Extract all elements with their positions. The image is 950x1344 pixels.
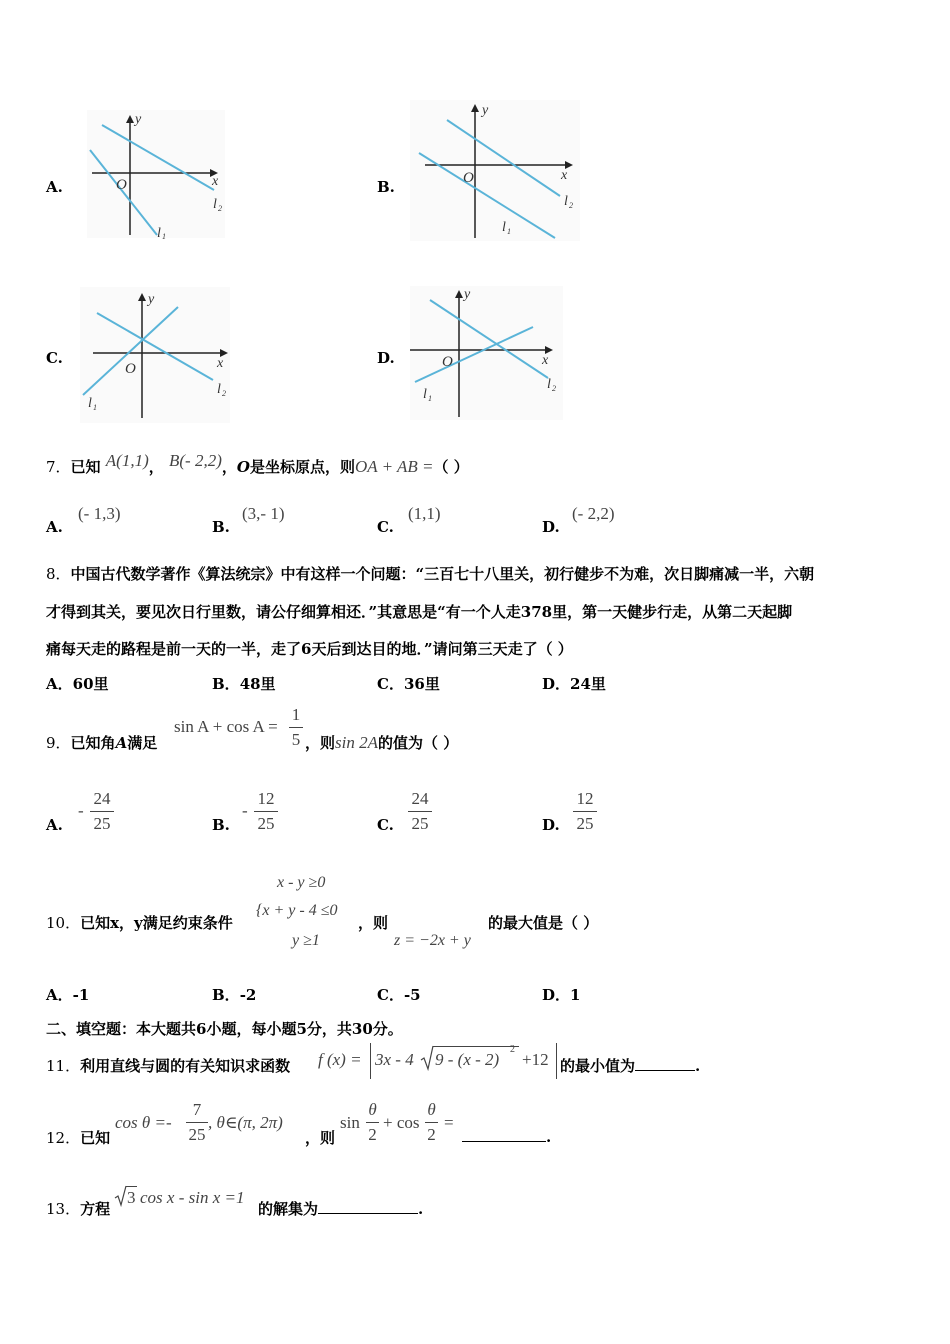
q10-then: ，则	[358, 914, 389, 932]
label-l1: l	[423, 387, 427, 402]
q11-sqrt-vinculum	[433, 1046, 519, 1047]
label-l2: l	[547, 377, 551, 392]
q7-expr: OA + AB =	[355, 457, 434, 476]
q9-option-b-frac	[254, 789, 278, 834]
q12-number: 12．	[46, 1129, 81, 1147]
q11-stem-left	[46, 1055, 290, 1076]
q9-option-a-sign: -	[78, 801, 84, 820]
q9-fraction	[289, 705, 303, 750]
q7-o: O	[236, 458, 250, 476]
q11-abs-inner1: 3x - 4	[375, 1050, 414, 1069]
q10-constraint-1: x - y ≥0	[277, 874, 326, 891]
q9-frac-num: 1	[291, 705, 301, 724]
q13-end: .	[418, 1200, 424, 1218]
q13-suffix: 的解集为	[258, 1200, 319, 1218]
q9-option-a-label: A.	[46, 816, 63, 834]
q8-line1	[46, 563, 814, 584]
q9-option-d-label: D.	[542, 816, 560, 834]
q10-option-a-value: -1	[72, 986, 90, 1004]
q9-option-b-num: 12	[257, 789, 275, 808]
q8-option-c-value: 36里	[403, 675, 440, 693]
q9-target: sin 2A	[335, 733, 378, 752]
q11-abs-left-bar	[370, 1043, 371, 1079]
q10-constraint-2: {x + y - 4 ≤0	[256, 902, 338, 919]
q7-point-a: A(1,1)	[105, 451, 149, 470]
q7-option-a-label: A.	[46, 518, 63, 536]
q9-number: 9．	[46, 734, 71, 752]
q8-option-a	[46, 673, 109, 694]
q6-graph-a	[82, 105, 227, 240]
q12-stem-left	[46, 1127, 110, 1148]
q6-graph-c	[75, 285, 235, 425]
q9-then: ，则	[305, 734, 336, 752]
q10-option-d-value: 1	[570, 986, 581, 1004]
axis-x-label: x	[212, 174, 219, 189]
q12-fraction	[186, 1100, 208, 1145]
q8-option-d-value: 24里	[570, 675, 606, 693]
q10-option-c	[377, 984, 421, 1005]
q12-range: , θ∈(π, 2π)	[208, 1113, 283, 1132]
axis-x-label: x	[217, 356, 224, 371]
q12-half-frac-2	[425, 1100, 438, 1145]
q7-number: 7．	[46, 458, 71, 476]
q8-line2: 才得到其关，要见次日行里数，请公仔细算相还．”其意思是“有一个人走378里，第一天健步行走，从第二天起脚	[46, 603, 793, 621]
q8-option-a-label: A．	[46, 675, 73, 693]
q10-option-d	[542, 984, 580, 1005]
q7-option-b-value: (3,- 1)	[242, 504, 285, 523]
q9-frac-den: 5	[291, 730, 301, 749]
axis-y-label: y	[482, 103, 489, 118]
q8-option-b	[212, 673, 276, 694]
q10-option-a	[46, 984, 89, 1005]
q7-stem	[46, 451, 469, 477]
q8-option-c-label: C．	[377, 675, 404, 693]
q7-option-a-value: (- 1,3)	[78, 504, 121, 523]
q6-graph-b	[405, 98, 580, 243]
q10-option-c-value: -5	[403, 986, 421, 1004]
q12-half-num-2: θ	[427, 1100, 436, 1119]
q9-stem-right	[305, 732, 458, 753]
q12-half-den-1: 2	[368, 1125, 377, 1144]
q8-option-d	[542, 673, 606, 694]
q8-line1-text: 中国古代数学著作《算法统宗》中有这样一个问题：“三百七十八里关，初行健步不为难，次日脚痛减一半，六朝	[70, 565, 815, 583]
label-l2-sub: 2	[218, 204, 222, 213]
q12-then: ，则	[305, 1129, 336, 1147]
q8-number: 8．	[46, 565, 71, 583]
q8-line3: 痛每天走的路程是前一天的一半，走了6天后到达目的地．”请问第三天走了（ ）	[46, 640, 573, 658]
origin-label: O	[463, 170, 474, 186]
q10-number: 10．	[46, 914, 81, 932]
q10-suffix: 的最大值是（ ）	[488, 914, 599, 932]
q7-option-d-value: (- 2,2)	[572, 504, 615, 523]
q13-equation: cos x - sin x =1	[140, 1188, 245, 1207]
q13-stem-left	[46, 1198, 110, 1219]
label-l2: l	[217, 382, 221, 397]
q12-frac-den: 25	[188, 1125, 206, 1144]
axis-x-label: x	[542, 353, 549, 368]
q10-option-b-value: -2	[239, 986, 257, 1004]
q7-option-c-value: (1,1)	[408, 504, 441, 523]
q9-stem-left	[46, 732, 157, 753]
q9-condition: sin A + cos A =	[174, 717, 278, 736]
label-l2: l	[564, 194, 568, 209]
q7-point-b: B(- 2,2)	[169, 451, 222, 470]
q10-option-b	[212, 984, 256, 1005]
q9-suffix: 的值为（ ）	[378, 734, 459, 752]
q12-answer	[462, 1127, 551, 1146]
axis-y-label: y	[135, 112, 142, 127]
q11-radicand: 9 - (x - 2)	[435, 1050, 500, 1069]
q12-prefix: 已知	[80, 1129, 111, 1147]
sqrt-icon	[114, 1184, 127, 1208]
label-l1: l	[502, 220, 506, 235]
q9-option-a-frac	[90, 789, 114, 834]
q11-abs-right-bar	[556, 1043, 557, 1079]
q13-answer-blank[interactable]	[318, 1199, 418, 1214]
q11-number: 11．	[46, 1057, 81, 1075]
q8-option-a-value: 60里	[72, 675, 109, 693]
origin-label: O	[116, 177, 127, 193]
q12-answer-blank[interactable]	[462, 1127, 546, 1142]
q9-option-b-label: B.	[212, 816, 230, 834]
q7-sep1: ，	[148, 458, 164, 476]
q9-option-d-den: 25	[576, 814, 594, 833]
q9-option-a-num: 24	[93, 789, 111, 808]
label-l1-sub: 1	[93, 403, 97, 412]
q8-option-b-value: 48里	[239, 675, 276, 693]
q6-option-a-label: A.	[46, 178, 63, 196]
q11-answer-blank[interactable]	[635, 1056, 695, 1071]
q11-suffix: 的最小值为	[560, 1057, 636, 1075]
q9-option-c-num: 24	[411, 789, 429, 808]
label-l1: l	[88, 396, 92, 411]
axis-y-label: y	[464, 287, 471, 302]
q7-sep2: ，	[221, 458, 237, 476]
q9-option-d-num: 12	[576, 789, 594, 808]
label-l1-sub: 1	[162, 232, 166, 240]
q9-option-b-den: 25	[257, 814, 275, 833]
q11-abs-inner2: +12	[522, 1050, 549, 1069]
q9-option-c-frac	[408, 789, 432, 834]
q11-prefix: 利用直线与圆的有关知识求函数	[80, 1057, 291, 1075]
q10-option-a-label: A．	[46, 986, 73, 1004]
q12-frac-num: 7	[192, 1100, 202, 1119]
axis-y-label: y	[148, 292, 155, 307]
q12-half-frac-1	[366, 1100, 379, 1145]
q11-end: .	[695, 1057, 701, 1075]
q10-stem-left	[46, 912, 233, 933]
q9-option-c-label: C.	[377, 816, 394, 834]
q11-stem-right	[560, 1055, 700, 1076]
q12-end: .	[546, 1128, 552, 1146]
q7-paren: （ ）	[433, 458, 469, 476]
q8-option-c	[377, 673, 440, 694]
q10-option-d-label: D．	[542, 986, 571, 1004]
q7-mid: 是坐标原点，则	[249, 458, 355, 476]
label-l2-sub: 2	[552, 384, 556, 393]
q12-plus-cos: + cos	[383, 1113, 420, 1132]
q7-option-d-label: D.	[542, 518, 560, 536]
q10-constraint-3: y ≥1	[292, 932, 320, 949]
label-l1: l	[157, 226, 161, 240]
q12-half-num-1: θ	[368, 1100, 377, 1119]
q12-half-den-2: 2	[427, 1125, 436, 1144]
label-l1-sub: 1	[428, 394, 432, 403]
q9-mid: 满足	[127, 734, 158, 752]
q6-option-c-label: C.	[46, 349, 63, 367]
q8-option-b-label: B．	[212, 675, 240, 693]
axis-x-label: x	[561, 168, 568, 183]
q6-option-d-label: D.	[377, 349, 395, 367]
q7-option-c-label: C.	[377, 518, 394, 536]
q10-option-b-label: B．	[212, 986, 240, 1004]
q12-cos-part: cos θ =-	[115, 1113, 172, 1132]
q12-eq: =	[444, 1113, 454, 1132]
q10-option-c-label: C．	[377, 986, 404, 1004]
q12-sin: sin	[340, 1113, 360, 1132]
q9-prefix: 已知角	[70, 734, 116, 752]
q13-sqrt-vinculum	[126, 1186, 137, 1187]
label-l1-sub: 1	[507, 227, 511, 236]
q9-option-b-sign: -	[242, 801, 248, 820]
q8-option-d-label: D．	[542, 675, 571, 693]
section2-title: 二、填空题：本大题共6小题，每小题5分，共30分。	[46, 1020, 403, 1038]
label-l2-sub: 2	[569, 201, 573, 210]
q10-prefix: 已知x，y满足约束条件	[80, 914, 233, 932]
q11-exp: 2	[510, 1044, 515, 1055]
q7-prefix: 已知	[70, 458, 101, 476]
q6-graph-d	[405, 282, 565, 422]
q7-option-b-label: B.	[212, 518, 230, 536]
origin-label: O	[125, 361, 136, 377]
q13-prefix: 方程	[80, 1200, 111, 1218]
q9-option-c-den: 25	[411, 814, 429, 833]
q13-stem-right	[258, 1198, 423, 1219]
sqrt-icon	[420, 1044, 434, 1072]
q10-objective: z = −2x + y	[394, 932, 471, 949]
q6-option-b-label: B.	[377, 178, 395, 196]
q13-sqrt3: 3	[127, 1188, 136, 1207]
q9-option-d-frac	[573, 789, 597, 834]
q13-number: 13．	[46, 1200, 81, 1218]
q9-a: A	[115, 734, 128, 752]
q11-func: f (x) =	[318, 1050, 362, 1069]
q9-option-a-den: 25	[93, 814, 111, 833]
origin-label: O	[442, 354, 453, 370]
label-l2: l	[213, 197, 217, 212]
label-l2-sub: 2	[222, 389, 226, 398]
